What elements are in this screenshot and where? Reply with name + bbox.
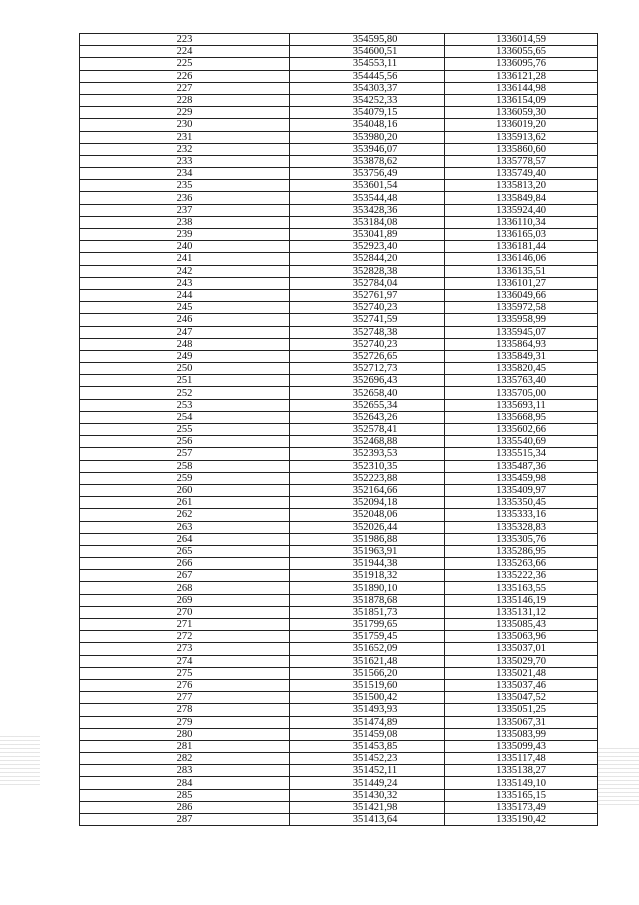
x-coordinate-cell: 351918,32 <box>290 570 445 582</box>
y-coordinate-cell: 1335146,19 <box>445 594 598 606</box>
point-number-cell: 238 <box>80 216 290 228</box>
table-row <box>80 777 598 789</box>
point-number-cell: 273 <box>80 643 290 655</box>
y-coordinate-cell: 1336101,27 <box>445 277 598 289</box>
point-number-cell: 224 <box>80 46 290 58</box>
point-number-cell: 223 <box>80 34 290 46</box>
table-row <box>80 326 598 338</box>
x-coordinate-cell: 352655,34 <box>290 399 445 411</box>
y-coordinate-cell: 1335099,43 <box>445 740 598 752</box>
x-coordinate-cell: 353756,49 <box>290 168 445 180</box>
x-coordinate-cell: 352828,38 <box>290 265 445 277</box>
x-coordinate-cell: 353878,62 <box>290 155 445 167</box>
x-coordinate-cell: 351500,42 <box>290 692 445 704</box>
y-coordinate-cell: 1335037,46 <box>445 679 598 691</box>
x-coordinate-cell: 352761,97 <box>290 289 445 301</box>
point-number-cell: 285 <box>80 789 290 801</box>
point-number-cell: 232 <box>80 143 290 155</box>
point-number-cell: 236 <box>80 192 290 204</box>
point-number-cell: 244 <box>80 289 290 301</box>
table-row <box>80 631 598 643</box>
x-coordinate-cell: 351493,93 <box>290 704 445 716</box>
point-number-cell: 225 <box>80 58 290 70</box>
table-row <box>80 241 598 253</box>
table-row <box>80 94 598 106</box>
y-coordinate-cell: 1336135,51 <box>445 265 598 277</box>
x-coordinate-cell: 353544,48 <box>290 192 445 204</box>
y-coordinate-cell: 1335149,10 <box>445 777 598 789</box>
point-number-cell: 234 <box>80 168 290 180</box>
table-row <box>80 716 598 728</box>
table-row <box>80 155 598 167</box>
point-number-cell: 269 <box>80 594 290 606</box>
point-number-cell: 272 <box>80 631 290 643</box>
x-coordinate-cell: 351452,23 <box>290 753 445 765</box>
y-coordinate-cell: 1335864,93 <box>445 338 598 350</box>
y-coordinate-cell: 1335222,36 <box>445 570 598 582</box>
point-number-cell: 267 <box>80 570 290 582</box>
x-coordinate-cell: 351759,45 <box>290 631 445 643</box>
table-row <box>80 204 598 216</box>
point-number-cell: 246 <box>80 314 290 326</box>
scan-artifact-left <box>0 735 40 785</box>
y-coordinate-cell: 1335602,66 <box>445 424 598 436</box>
y-coordinate-cell: 1335067,31 <box>445 716 598 728</box>
y-coordinate-cell: 1335047,52 <box>445 692 598 704</box>
x-coordinate-cell: 354252,33 <box>290 94 445 106</box>
y-coordinate-cell: 1335778,57 <box>445 155 598 167</box>
table-row <box>80 229 598 241</box>
y-coordinate-cell: 1335820,45 <box>445 363 598 375</box>
point-number-cell: 228 <box>80 94 290 106</box>
table-row <box>80 180 598 192</box>
x-coordinate-cell: 351421,98 <box>290 801 445 813</box>
table-row <box>80 582 598 594</box>
table-row <box>80 82 598 94</box>
x-coordinate-cell: 352658,40 <box>290 387 445 399</box>
table-row <box>80 253 598 265</box>
x-coordinate-cell: 352094,18 <box>290 497 445 509</box>
x-coordinate-cell: 354600,51 <box>290 46 445 58</box>
y-coordinate-cell: 1335924,40 <box>445 204 598 216</box>
point-number-cell: 243 <box>80 277 290 289</box>
x-coordinate-cell: 351452,11 <box>290 765 445 777</box>
table-row <box>80 655 598 667</box>
x-coordinate-cell: 351963,91 <box>290 545 445 557</box>
table-row <box>80 399 598 411</box>
x-coordinate-cell: 352712,73 <box>290 363 445 375</box>
y-coordinate-cell: 1336055,65 <box>445 46 598 58</box>
point-number-cell: 239 <box>80 229 290 241</box>
y-coordinate-cell: 1335515,34 <box>445 448 598 460</box>
table-row <box>80 765 598 777</box>
table-row <box>80 338 598 350</box>
table-row <box>80 192 598 204</box>
table-row <box>80 411 598 423</box>
table-row <box>80 34 598 46</box>
x-coordinate-cell: 351453,85 <box>290 740 445 752</box>
coordinates-table <box>79 33 598 826</box>
x-coordinate-cell: 351799,65 <box>290 619 445 631</box>
table-row <box>80 265 598 277</box>
x-coordinate-cell: 352923,40 <box>290 241 445 253</box>
table-row <box>80 814 598 826</box>
x-coordinate-cell: 352026,44 <box>290 521 445 533</box>
y-coordinate-cell: 1335459,98 <box>445 472 598 484</box>
table-row <box>80 58 598 70</box>
table-row <box>80 801 598 813</box>
y-coordinate-cell: 1335350,45 <box>445 497 598 509</box>
table-row <box>80 168 598 180</box>
x-coordinate-cell: 352696,43 <box>290 375 445 387</box>
x-coordinate-cell: 352310,35 <box>290 460 445 472</box>
y-coordinate-cell: 1335813,20 <box>445 180 598 192</box>
point-number-cell: 245 <box>80 302 290 314</box>
y-coordinate-cell: 1336059,30 <box>445 107 598 119</box>
x-coordinate-cell: 351566,20 <box>290 667 445 679</box>
y-coordinate-cell: 1335085,43 <box>445 619 598 631</box>
table-row <box>80 728 598 740</box>
point-number-cell: 286 <box>80 801 290 813</box>
point-number-cell: 278 <box>80 704 290 716</box>
y-coordinate-cell: 1336144,98 <box>445 82 598 94</box>
table-row <box>80 302 598 314</box>
x-coordinate-cell: 352741,59 <box>290 314 445 326</box>
table-row <box>80 704 598 716</box>
table-row <box>80 740 598 752</box>
y-coordinate-cell: 1335849,84 <box>445 192 598 204</box>
table-row <box>80 472 598 484</box>
x-coordinate-cell: 354048,16 <box>290 119 445 131</box>
y-coordinate-cell: 1335913,62 <box>445 131 598 143</box>
y-coordinate-cell: 1335190,42 <box>445 814 598 826</box>
table-row <box>80 753 598 765</box>
point-number-cell: 262 <box>80 509 290 521</box>
y-coordinate-cell: 1335029,70 <box>445 655 598 667</box>
x-coordinate-cell: 354553,11 <box>290 58 445 70</box>
y-coordinate-cell: 1336146,06 <box>445 253 598 265</box>
x-coordinate-cell: 351851,73 <box>290 606 445 618</box>
y-coordinate-cell: 1336165,03 <box>445 229 598 241</box>
y-coordinate-cell: 1336095,76 <box>445 58 598 70</box>
point-number-cell: 252 <box>80 387 290 399</box>
table-row <box>80 436 598 448</box>
point-number-cell: 227 <box>80 82 290 94</box>
point-number-cell: 235 <box>80 180 290 192</box>
y-coordinate-cell: 1335263,66 <box>445 558 598 570</box>
y-coordinate-cell: 1335138,27 <box>445 765 598 777</box>
point-number-cell: 248 <box>80 338 290 350</box>
table-row <box>80 216 598 228</box>
x-coordinate-cell: 352048,06 <box>290 509 445 521</box>
y-coordinate-cell: 1335305,76 <box>445 533 598 545</box>
point-number-cell: 270 <box>80 606 290 618</box>
point-number-cell: 271 <box>80 619 290 631</box>
y-coordinate-cell: 1335083,99 <box>445 728 598 740</box>
x-coordinate-cell: 354079,15 <box>290 107 445 119</box>
x-coordinate-cell: 352748,38 <box>290 326 445 338</box>
y-coordinate-cell: 1335021,48 <box>445 667 598 679</box>
point-number-cell: 282 <box>80 753 290 765</box>
x-coordinate-cell: 352740,23 <box>290 338 445 350</box>
point-number-cell: 231 <box>80 131 290 143</box>
y-coordinate-cell: 1335173,49 <box>445 801 598 813</box>
x-coordinate-cell: 353041,89 <box>290 229 445 241</box>
table-row <box>80 558 598 570</box>
table-row <box>80 692 598 704</box>
y-coordinate-cell: 1335693,11 <box>445 399 598 411</box>
point-number-cell: 264 <box>80 533 290 545</box>
table-row <box>80 521 598 533</box>
x-coordinate-cell: 351519,60 <box>290 679 445 691</box>
x-coordinate-cell: 351413,64 <box>290 814 445 826</box>
point-number-cell: 268 <box>80 582 290 594</box>
point-number-cell: 253 <box>80 399 290 411</box>
point-number-cell: 241 <box>80 253 290 265</box>
table-row <box>80 277 598 289</box>
table-row <box>80 679 598 691</box>
x-coordinate-cell: 352223,88 <box>290 472 445 484</box>
point-number-cell: 250 <box>80 363 290 375</box>
point-number-cell: 276 <box>80 679 290 691</box>
x-coordinate-cell: 354303,37 <box>290 82 445 94</box>
table-row <box>80 424 598 436</box>
x-coordinate-cell: 351449,24 <box>290 777 445 789</box>
x-coordinate-cell: 351652,09 <box>290 643 445 655</box>
y-coordinate-cell: 1336049,66 <box>445 289 598 301</box>
point-number-cell: 242 <box>80 265 290 277</box>
x-coordinate-cell: 352393,53 <box>290 448 445 460</box>
x-coordinate-cell: 351430,32 <box>290 789 445 801</box>
y-coordinate-cell: 1336154,09 <box>445 94 598 106</box>
x-coordinate-cell: 352740,23 <box>290 302 445 314</box>
table-row <box>80 570 598 582</box>
table-row <box>80 387 598 399</box>
table-row <box>80 289 598 301</box>
y-coordinate-cell: 1335945,07 <box>445 326 598 338</box>
y-coordinate-cell: 1335328,83 <box>445 521 598 533</box>
x-coordinate-cell: 352468,88 <box>290 436 445 448</box>
y-coordinate-cell: 1335668,95 <box>445 411 598 423</box>
y-coordinate-cell: 1335131,12 <box>445 606 598 618</box>
point-number-cell: 274 <box>80 655 290 667</box>
point-number-cell: 287 <box>80 814 290 826</box>
table-row <box>80 131 598 143</box>
y-coordinate-cell: 1336181,44 <box>445 241 598 253</box>
table-row <box>80 545 598 557</box>
point-number-cell: 249 <box>80 350 290 362</box>
y-coordinate-cell: 1335409,97 <box>445 484 598 496</box>
table-row <box>80 619 598 631</box>
x-coordinate-cell: 352643,26 <box>290 411 445 423</box>
y-coordinate-cell: 1336110,34 <box>445 216 598 228</box>
y-coordinate-cell: 1335705,00 <box>445 387 598 399</box>
y-coordinate-cell: 1335958,99 <box>445 314 598 326</box>
y-coordinate-cell: 1335037,01 <box>445 643 598 655</box>
x-coordinate-cell: 354595,80 <box>290 34 445 46</box>
point-number-cell: 265 <box>80 545 290 557</box>
table-row <box>80 497 598 509</box>
table-row <box>80 509 598 521</box>
y-coordinate-cell: 1335117,48 <box>445 753 598 765</box>
point-number-cell: 275 <box>80 667 290 679</box>
x-coordinate-cell: 351944,38 <box>290 558 445 570</box>
point-number-cell: 255 <box>80 424 290 436</box>
x-coordinate-cell: 354445,56 <box>290 70 445 82</box>
x-coordinate-cell: 351878,68 <box>290 594 445 606</box>
table-row <box>80 46 598 58</box>
table-row <box>80 484 598 496</box>
point-number-cell: 233 <box>80 155 290 167</box>
y-coordinate-cell: 1335763,40 <box>445 375 598 387</box>
point-number-cell: 261 <box>80 497 290 509</box>
y-coordinate-cell: 1335487,36 <box>445 460 598 472</box>
table-row <box>80 667 598 679</box>
table-row <box>80 350 598 362</box>
point-number-cell: 279 <box>80 716 290 728</box>
point-number-cell: 251 <box>80 375 290 387</box>
table-row <box>80 70 598 82</box>
x-coordinate-cell: 353980,20 <box>290 131 445 143</box>
point-number-cell: 226 <box>80 70 290 82</box>
y-coordinate-cell: 1335286,95 <box>445 545 598 557</box>
x-coordinate-cell: 352164,66 <box>290 484 445 496</box>
point-number-cell: 237 <box>80 204 290 216</box>
x-coordinate-cell: 353946,07 <box>290 143 445 155</box>
x-coordinate-cell: 351459,08 <box>290 728 445 740</box>
table-row <box>80 594 598 606</box>
table-row <box>80 460 598 472</box>
point-number-cell: 247 <box>80 326 290 338</box>
point-number-cell: 280 <box>80 728 290 740</box>
table-row <box>80 363 598 375</box>
table-row <box>80 643 598 655</box>
y-coordinate-cell: 1335972,58 <box>445 302 598 314</box>
point-number-cell: 260 <box>80 484 290 496</box>
point-number-cell: 283 <box>80 765 290 777</box>
point-number-cell: 263 <box>80 521 290 533</box>
y-coordinate-cell: 1335051,25 <box>445 704 598 716</box>
x-coordinate-cell: 351986,88 <box>290 533 445 545</box>
y-coordinate-cell: 1335749,40 <box>445 168 598 180</box>
x-coordinate-cell: 351621,48 <box>290 655 445 667</box>
x-coordinate-cell: 353428,36 <box>290 204 445 216</box>
point-number-cell: 254 <box>80 411 290 423</box>
y-coordinate-cell: 1335540,69 <box>445 436 598 448</box>
table-row <box>80 143 598 155</box>
y-coordinate-cell: 1336121,28 <box>445 70 598 82</box>
y-coordinate-cell: 1335860,60 <box>445 143 598 155</box>
y-coordinate-cell: 1336014,59 <box>445 34 598 46</box>
x-coordinate-cell: 353601,54 <box>290 180 445 192</box>
point-number-cell: 266 <box>80 558 290 570</box>
table-row <box>80 375 598 387</box>
table-row <box>80 107 598 119</box>
point-number-cell: 284 <box>80 777 290 789</box>
coordinates-table-body <box>80 34 598 826</box>
x-coordinate-cell: 353184,08 <box>290 216 445 228</box>
point-number-cell: 230 <box>80 119 290 131</box>
table-row <box>80 533 598 545</box>
point-number-cell: 259 <box>80 472 290 484</box>
table-row <box>80 448 598 460</box>
point-number-cell: 229 <box>80 107 290 119</box>
x-coordinate-cell: 352726,65 <box>290 350 445 362</box>
x-coordinate-cell: 351474,89 <box>290 716 445 728</box>
point-number-cell: 258 <box>80 460 290 472</box>
x-coordinate-cell: 351890,10 <box>290 582 445 594</box>
y-coordinate-cell: 1335849,31 <box>445 350 598 362</box>
point-number-cell: 277 <box>80 692 290 704</box>
x-coordinate-cell: 352784,04 <box>290 277 445 289</box>
point-number-cell: 240 <box>80 241 290 253</box>
y-coordinate-cell: 1335063,96 <box>445 631 598 643</box>
table-row <box>80 119 598 131</box>
y-coordinate-cell: 1335165,15 <box>445 789 598 801</box>
y-coordinate-cell: 1335163,55 <box>445 582 598 594</box>
point-number-cell: 281 <box>80 740 290 752</box>
table-row <box>80 314 598 326</box>
scan-artifact-right <box>598 745 639 805</box>
y-coordinate-cell: 1335333,16 <box>445 509 598 521</box>
x-coordinate-cell: 352844,20 <box>290 253 445 265</box>
table-row <box>80 789 598 801</box>
point-number-cell: 257 <box>80 448 290 460</box>
x-coordinate-cell: 352578,41 <box>290 424 445 436</box>
table-row <box>80 606 598 618</box>
y-coordinate-cell: 1336019,20 <box>445 119 598 131</box>
point-number-cell: 256 <box>80 436 290 448</box>
